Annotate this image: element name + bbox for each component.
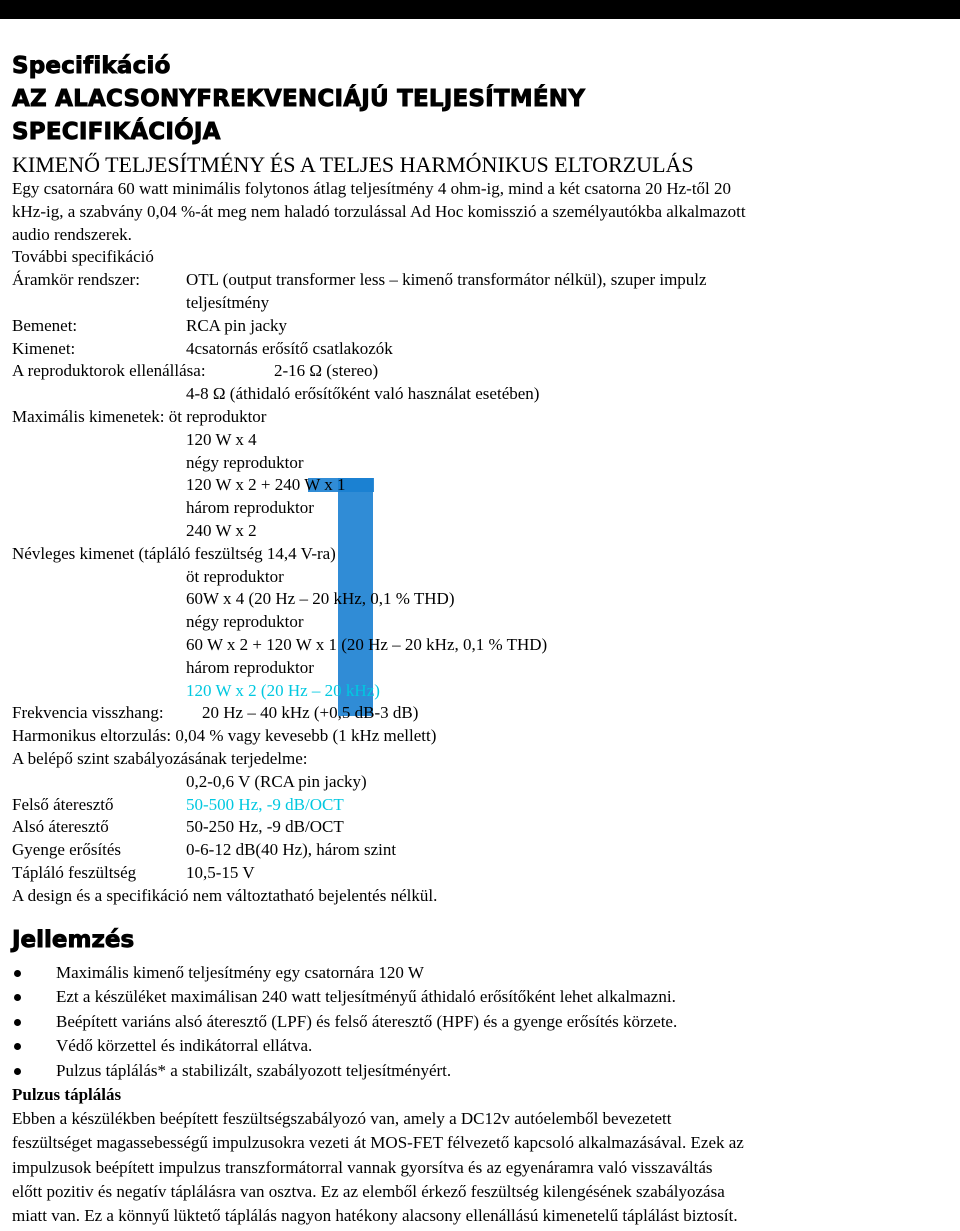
bass-value: 0-6-12 dB(40 Hz), három szint bbox=[186, 840, 397, 860]
pulse-title: Pulzus táplálás bbox=[12, 1085, 122, 1104]
supply-label: Tápláló feszültség bbox=[12, 862, 137, 882]
lpf-row bbox=[12, 816, 952, 839]
list-item bbox=[12, 1034, 952, 1059]
bullet-icon bbox=[14, 1043, 21, 1050]
hpf-row bbox=[12, 794, 952, 817]
max-output-line: 120 W x 2 + 240 W x 1 bbox=[186, 475, 346, 495]
pulse-line: miatt van. Ez a könnyű lüktető táplálás nagyon hatékony alacsony ellenállású kimenetelű táplálást biztosít. bbox=[12, 1206, 738, 1226]
feature-text: Maximális kimenő teljesítmény egy csatornára 120 W bbox=[56, 962, 424, 982]
input-level-label: A belépő szint szabályozásának terjedelme: bbox=[12, 748, 308, 768]
circuit-value-cont: teljesítmény bbox=[186, 292, 270, 312]
bullet-icon bbox=[14, 1068, 21, 1075]
circuit-label: Áramkör rendszer: bbox=[12, 270, 140, 290]
output-row bbox=[12, 338, 952, 361]
rated-output-line: öt reproduktor bbox=[186, 566, 284, 586]
circuit-row bbox=[12, 269, 952, 292]
supply-row bbox=[12, 862, 952, 885]
bass-label: Gyenge erősítés bbox=[12, 840, 122, 860]
feature-text: Védő körzettel és indikátorral ellátva. bbox=[56, 1036, 313, 1055]
output-label: Kimenet: bbox=[12, 338, 76, 358]
rated-output-line: 60W x 4 (20 Hz – 20 kHz, 0,1 % THD) bbox=[186, 589, 455, 609]
features-title: Jellemzés bbox=[12, 926, 135, 953]
impedance-value: 2-16 Ω (stereo) bbox=[274, 361, 379, 381]
bullet-icon bbox=[14, 970, 21, 977]
impedance-row bbox=[12, 360, 952, 383]
supply-value: 10,5-15 V bbox=[186, 862, 255, 882]
freq-label: Frekvencia visszhang: bbox=[12, 703, 164, 723]
intro-line: audio rendszerek. bbox=[12, 224, 132, 244]
freq-value: 20 Hz – 40 kHz (+0,5 dB-3 dB) bbox=[202, 703, 419, 723]
pulse-line: Ebben a készülékben beépített feszültségszabályozó van, amely a DC12v autóelemből bevezetett bbox=[12, 1109, 672, 1129]
output-value: 4csatornás erősítő csatlakozók bbox=[186, 338, 393, 358]
hpf-label: Felső áteresztő bbox=[12, 794, 114, 814]
subheading: KIMENŐ TELJESÍTMÉNY ÉS A TELJES HARMÓNIKUS ELTORZULÁS bbox=[12, 152, 694, 177]
feature-text: Pulzus táplálás* a stabilizált, szabályozott teljesítményért. bbox=[56, 1060, 452, 1080]
heading-line-1: AZ ALACSONYFREKVENCIÁJÚ TELJESÍTMÉNY bbox=[12, 86, 586, 112]
intro-line: kHz-ig, a szabvány 0,04 %-át meg nem haladó torzulással Ad Hoc komisszió a személyautókba alkalmazott bbox=[12, 201, 746, 221]
lpf-value: 50-250 Hz, -9 dB/OCT bbox=[186, 817, 344, 837]
list-item bbox=[12, 961, 952, 986]
pulse-line: előtt pozitiv és negatív táplálásra van osztva. Ez az elemből érkező feszültség kilengésének szabályozása bbox=[12, 1181, 725, 1201]
heading-line-2: SPECIFIKÁCIÓJA bbox=[12, 119, 221, 145]
lpf-label: Alsó áteresztő bbox=[12, 817, 109, 837]
input-level-value: 0,2-0,6 V (RCA pin jacky) bbox=[186, 771, 367, 791]
rated-output-line: három reproduktor bbox=[186, 657, 314, 677]
features-list bbox=[12, 961, 952, 1084]
rated-output-label: Névleges kimenet (tápláló feszültség 14,4 V-ra) bbox=[12, 543, 336, 563]
document-body bbox=[12, 50, 952, 1228]
max-output-line: 120 W x 4 bbox=[186, 429, 257, 449]
pulse-line: feszültséget magassebességű impulzusokra vezeti át MOS-FET félvezető kapcsoló alkalmazásával. Ezek az bbox=[12, 1133, 744, 1153]
spec-title: További specifikáció bbox=[12, 247, 154, 267]
thd-row: Harmonikus eltorzulás: 0,04 % vagy kevesebb (1 kHz mellett) bbox=[12, 726, 437, 746]
bullet-icon bbox=[14, 994, 21, 1001]
rated-output-line: négy reproduktor bbox=[186, 612, 304, 632]
list-item bbox=[12, 1010, 952, 1035]
hpf-value: 50-500 Hz, -9 dB/OCT bbox=[186, 794, 344, 814]
list-item bbox=[12, 985, 952, 1010]
max-output-line: 240 W x 2 bbox=[186, 520, 257, 540]
intro-line: Egy csatornára 60 watt minimális folytonos átlag teljesítmény 4 ohm-ig, mind a két csatorna 20 Hz-től 20 bbox=[12, 179, 732, 198]
impedance-value-bridged: 4-8 Ω (áthidaló erősítőként való használat esetében) bbox=[186, 384, 540, 404]
feature-text: Ezt a készüléket maximálisan 240 watt teljesítményű áthidaló erősítőként lehet alkalmazni. bbox=[56, 987, 676, 1006]
list-item bbox=[12, 1059, 952, 1084]
rated-output-line-highlight: 120 W x 2 (20 Hz – 20 kHz) bbox=[186, 680, 380, 700]
top-black-bar bbox=[0, 0, 960, 19]
max-output-label: Maximális kimenetek: öt reproduktor bbox=[12, 406, 267, 426]
freq-row bbox=[12, 702, 952, 725]
input-label: Bemenet: bbox=[12, 315, 78, 335]
pulse-line: impulzusok beépített impulzus transzformátorral vannak gyorsítva és az egyenáramra való visszaváltás bbox=[12, 1157, 713, 1177]
bullet-icon bbox=[14, 1019, 21, 1026]
disclaimer: A design és a specifikáció nem változtatható bejelentés nélkül. bbox=[12, 885, 438, 905]
circuit-value: OTL (output transformer less – kimenő transformátor nélkül), szuper impulz bbox=[186, 270, 707, 290]
max-output-line: három reproduktor bbox=[186, 498, 314, 518]
input-row bbox=[12, 315, 952, 338]
bass-row bbox=[12, 839, 952, 862]
rated-output-line: 60 W x 2 + 120 W x 1 (20 Hz – 20 kHz, 0,1 % THD) bbox=[186, 634, 548, 654]
input-value: RCA pin jacky bbox=[186, 315, 288, 335]
document-title: Specifikáció bbox=[12, 53, 171, 79]
max-output-line: négy reproduktor bbox=[186, 452, 304, 472]
feature-text: Beépített variáns alsó áteresztő (LPF) és felső áteresztő (HPF) és a gyenge erősítés körzete. bbox=[56, 1011, 678, 1031]
impedance-label: A reproduktorok ellenállása: bbox=[12, 361, 206, 381]
